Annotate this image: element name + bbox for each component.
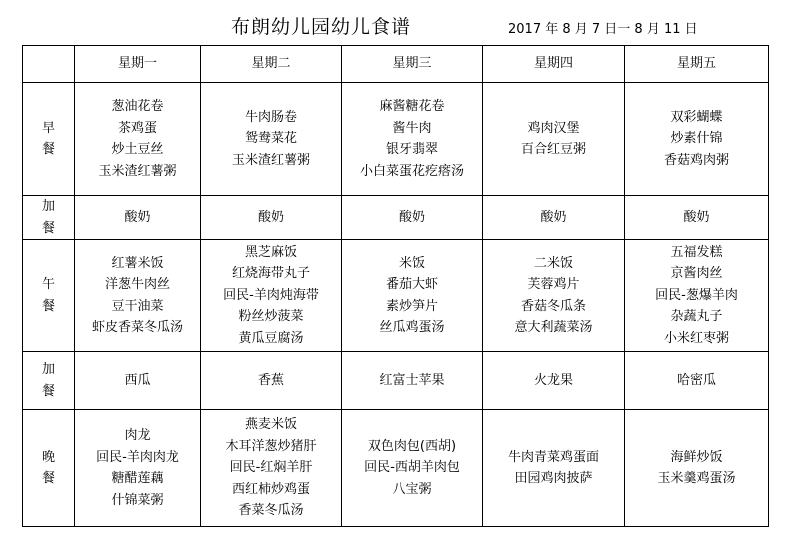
- meal-row-4: [23, 410, 769, 527]
- menu-table: [22, 45, 769, 527]
- dish-item: 意大利蔬菜汤: [514, 320, 593, 335]
- dish-item: 京酱肉丝: [670, 266, 723, 282]
- dish-item: 二米饭: [533, 255, 573, 271]
- dish-item: 香菜冬瓜汤: [238, 503, 304, 519]
- dish-item: 香菇鸡肉粥: [663, 152, 729, 168]
- menu-cell: [75, 83, 201, 196]
- dish-item: 酸奶: [540, 209, 567, 225]
- dish-item: 西瓜: [124, 372, 151, 388]
- dish-item: 麻酱糖花卷: [379, 99, 445, 114]
- dish-item: 糖醋莲藕: [111, 471, 164, 486]
- dish-item: 燕麦米饭: [244, 417, 297, 433]
- menu-cell: [625, 196, 769, 240]
- dish-item: 番茄大虾: [385, 277, 438, 292]
- dish-item: 香菇冬瓜条: [520, 298, 586, 314]
- dish-item: 酸奶: [257, 209, 284, 225]
- dish-item: 五福发糕: [670, 244, 723, 260]
- dish-item: 豆干油菜: [111, 298, 164, 314]
- menu-cell: [342, 352, 483, 410]
- dish-item: 八宝粥: [392, 481, 432, 497]
- dish-item: 黄瓜豆腐汤: [238, 330, 304, 346]
- dish-item: 红烧海带丸子: [231, 266, 310, 282]
- dish-item: 芙蓉鸡片: [527, 277, 580, 292]
- date-range: 2017 年 8 月 7 日一 8 月 11 日: [508, 22, 698, 37]
- menu-cell: [483, 352, 625, 410]
- dish-item: 玉米渣红薯粥: [98, 163, 177, 179]
- dish-item: 西红柿炒鸡蛋: [231, 481, 310, 497]
- dish-item: 回民-红焖羊肝: [229, 460, 313, 476]
- meal-label-char: 餐: [41, 383, 55, 399]
- dish-item: 小白菜蛋花疙瘩汤: [359, 163, 464, 179]
- dish-item: 虾皮香菜冬瓜汤: [91, 320, 183, 335]
- meal-label-char: 餐: [41, 471, 55, 486]
- menu-cell: [201, 240, 342, 352]
- dish-item: 粉丝炒菠菜: [238, 309, 304, 325]
- meal-row-1: [23, 196, 769, 240]
- meal-label: [23, 352, 75, 410]
- dish-item: 酸奶: [683, 209, 710, 225]
- meal-label: [23, 83, 75, 196]
- page-title: 布朗幼儿园幼儿食谱: [231, 16, 412, 38]
- dish-item: 肉龙: [124, 428, 151, 443]
- menu-cell: [625, 240, 769, 352]
- dish-item: 牛肉肠卷: [244, 109, 297, 125]
- meal-label: [23, 410, 75, 527]
- menu-cell: [342, 240, 483, 352]
- menu-cell: [201, 196, 342, 240]
- menu-cell: [483, 196, 625, 240]
- dish-item: 红富士苹果: [379, 372, 445, 388]
- dish-item: 玉米羹鸡蛋汤: [657, 471, 736, 486]
- menu-cell: [625, 83, 769, 196]
- dish-item: 回民-葱爆羊肉: [655, 287, 738, 303]
- dish-item: 酱牛肉: [392, 120, 432, 136]
- dish-item: 回民-西胡羊肉包: [364, 460, 460, 476]
- dish-item: 炒素什锦: [670, 131, 723, 147]
- dish-item: 百合红豆粥: [520, 142, 586, 157]
- corner-cell: [23, 46, 75, 83]
- meal-label: [23, 240, 75, 352]
- menu-cell: [483, 83, 625, 196]
- dish-item: 黑芝麻饭: [244, 244, 297, 260]
- menu-cell: [342, 83, 483, 196]
- dish-item: 什锦菜粥: [111, 492, 164, 508]
- dish-item: 小米红枣粥: [663, 330, 729, 346]
- menu-cell: [483, 410, 625, 527]
- dish-item: 酸奶: [398, 209, 425, 225]
- dish-item: 牛肉青菜鸡蛋面: [507, 449, 599, 465]
- dish-item: 回民-羊肉炖海带: [223, 287, 319, 303]
- meal-row-2: [23, 240, 769, 352]
- meal-row-0: [23, 83, 769, 196]
- dish-item: 银牙翡翠: [385, 142, 438, 157]
- day-header: 星期二: [201, 46, 342, 83]
- menu-cell: [201, 352, 342, 410]
- dish-item: 鸳鸯菜花: [244, 131, 297, 147]
- day-header: 星期五: [625, 46, 769, 83]
- dish-item: 香蕉: [257, 372, 284, 388]
- day-header: 星期四: [483, 46, 625, 83]
- dish-item: 双彩蝴蝶: [670, 109, 723, 125]
- menu-cell: [342, 196, 483, 240]
- dish-item: 回民-羊肉肉龙: [96, 449, 179, 465]
- dish-item: 红薯米饭: [111, 255, 164, 271]
- meal-label-char: 加: [41, 199, 55, 214]
- meal-label: [23, 196, 75, 240]
- dish-item: 木耳洋葱炒猪肝: [225, 438, 317, 454]
- meal-label-char: 晚: [41, 449, 55, 465]
- dish-item: 杂蔬丸子: [670, 309, 723, 325]
- dish-item: 玉米渣红薯粥: [231, 152, 310, 168]
- dish-item: 洋葱牛肉丝: [104, 277, 170, 292]
- dish-item: 炒土豆丝: [111, 142, 164, 157]
- day-header: 星期一: [75, 46, 201, 83]
- dish-item: 火龙果: [533, 372, 573, 388]
- dish-item: 田园鸡肉披萨: [514, 471, 593, 486]
- meal-label-char: 餐: [41, 142, 55, 157]
- dish-item: 哈密瓜: [676, 372, 716, 388]
- meal-label-char: 午: [41, 277, 55, 292]
- menu-cell: [201, 410, 342, 527]
- dish-item: 双色肉包(西胡): [367, 438, 457, 454]
- menu-cell: [75, 352, 201, 410]
- menu-cell: [483, 240, 625, 352]
- menu-cell: [75, 240, 201, 352]
- dish-item: 鸡肉汉堡: [527, 120, 580, 136]
- meal-label-char: 餐: [41, 220, 55, 236]
- dish-item: 茶鸡蛋: [117, 120, 157, 136]
- menu-cell: [625, 352, 769, 410]
- menu-cell: [201, 83, 342, 196]
- dish-item: 米饭: [398, 255, 425, 271]
- menu-cell: [75, 196, 201, 240]
- meal-label-char: 早: [41, 120, 55, 136]
- header-row: [23, 46, 769, 83]
- day-header: 星期三: [342, 46, 483, 83]
- menu-cell: [625, 410, 769, 527]
- menu-cell: [342, 410, 483, 527]
- dish-item: 素炒笋片: [385, 298, 438, 314]
- menu-cell: [75, 410, 201, 527]
- dish-item: 酸奶: [124, 209, 151, 225]
- dish-item: 丝瓜鸡蛋汤: [379, 320, 445, 335]
- dish-item: 海鲜炒饭: [670, 449, 723, 465]
- dish-item: 葱油花卷: [111, 99, 164, 114]
- meal-row-3: [23, 352, 769, 410]
- meal-label-char: 餐: [41, 298, 55, 314]
- meal-label-char: 加: [41, 362, 55, 377]
